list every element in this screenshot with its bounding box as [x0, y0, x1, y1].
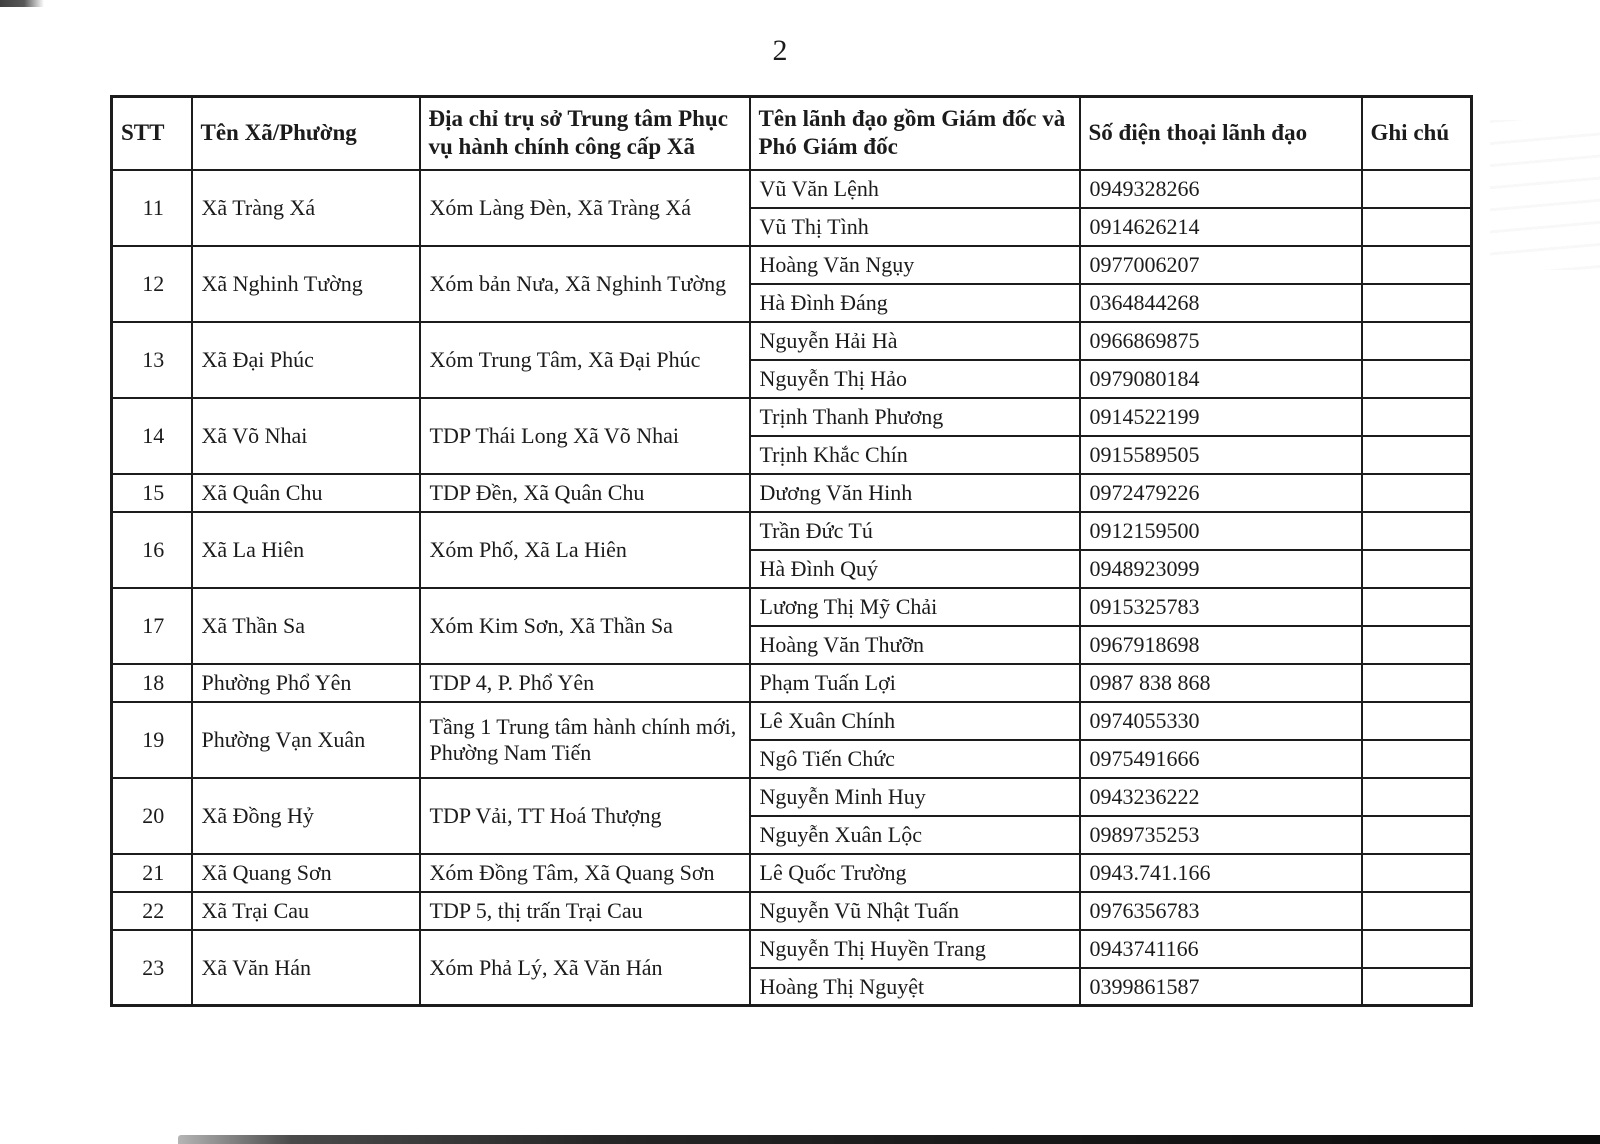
- table-body: [112, 170, 1472, 1006]
- note-cell: [1362, 512, 1472, 550]
- stt-cell: 22: [112, 892, 192, 930]
- note-cell: [1362, 550, 1472, 588]
- stt-cell: 11: [112, 170, 192, 246]
- table-row: [112, 512, 1472, 550]
- phone-cell: 0976356783: [1080, 892, 1362, 930]
- note-cell: [1362, 436, 1472, 474]
- leader-name-cell: Nguyễn Thị Huyền Trang: [750, 930, 1080, 968]
- commune-name-cell: Xã Quang Sơn: [192, 854, 420, 892]
- phone-cell: 0915325783: [1080, 588, 1362, 626]
- leader-name-cell: Vũ Văn Lệnh: [750, 170, 1080, 208]
- column-header-col-note: Ghi chú: [1362, 97, 1472, 170]
- stt-cell: 19: [112, 702, 192, 778]
- leader-name-cell: Trịnh Thanh Phương: [750, 398, 1080, 436]
- commune-name-cell: Xã Quân Chu: [192, 474, 420, 512]
- column-header-col-address: Địa chỉ trụ sở Trung tâm Phục vụ hành chính công cấp Xã: [420, 97, 750, 170]
- note-cell: [1362, 284, 1472, 322]
- commune-name-cell: Xã Tràng Xá: [192, 170, 420, 246]
- note-cell: [1362, 854, 1472, 892]
- scan-artifact-top-left: [0, 0, 44, 7]
- leader-name-cell: Phạm Tuấn Lợi: [750, 664, 1080, 702]
- leader-name-cell: Nguyễn Hải Hà: [750, 322, 1080, 360]
- table-header-row: [112, 97, 1472, 170]
- phone-cell: 0915589505: [1080, 436, 1362, 474]
- note-cell: [1362, 626, 1472, 664]
- table-row: [112, 474, 1472, 512]
- stt-cell: 21: [112, 854, 192, 892]
- phone-cell: 0979080184: [1080, 360, 1362, 398]
- phone-cell: 0943.741.166: [1080, 854, 1362, 892]
- column-header-col-leader-name: Tên lãnh đạo gồm Giám đốc và Phó Giám đốc: [750, 97, 1080, 170]
- note-cell: [1362, 740, 1472, 778]
- address-cell: Tầng 1 Trung tâm hành chính mới, Phường Nam Tiến: [420, 702, 750, 778]
- address-cell: Xóm Trung Tâm, Xã Đại Phúc: [420, 322, 750, 398]
- commune-directory-table: [110, 95, 1473, 1007]
- phone-cell: 0972479226: [1080, 474, 1362, 512]
- address-cell: TDP 5, thị trấn Trại Cau: [420, 892, 750, 930]
- table-row: [112, 170, 1472, 208]
- note-cell: [1362, 474, 1472, 512]
- commune-name-cell: Phường Phổ Yên: [192, 664, 420, 702]
- stt-cell: 13: [112, 322, 192, 398]
- phone-cell: 0948923099: [1080, 550, 1362, 588]
- scan-artifact-right: [1490, 120, 1600, 270]
- table-row: [112, 246, 1472, 284]
- address-cell: Xóm Làng Đèn, Xã Tràng Xá: [420, 170, 750, 246]
- address-cell: TDP 4, P. Phổ Yên: [420, 664, 750, 702]
- leader-name-cell: Nguyễn Minh Huy: [750, 778, 1080, 816]
- scan-artifact-bottom-edge: [178, 1135, 1600, 1144]
- leader-name-cell: Hà Đình Đáng: [750, 284, 1080, 322]
- address-cell: TDP Vải, TT Hoá Thượng: [420, 778, 750, 854]
- address-cell: Xóm bản Nưa, Xã Nghinh Tường: [420, 246, 750, 322]
- page-number: 2: [772, 34, 788, 67]
- phone-cell: 0989735253: [1080, 816, 1362, 854]
- commune-name-cell: Xã Đại Phúc: [192, 322, 420, 398]
- leader-name-cell: Nguyễn Vũ Nhật Tuấn: [750, 892, 1080, 930]
- stt-cell: 17: [112, 588, 192, 664]
- address-cell: Xóm Đồng Tâm, Xã Quang Sơn: [420, 854, 750, 892]
- leader-name-cell: Vũ Thị Tình: [750, 208, 1080, 246]
- address-cell: TDP Thái Long Xã Võ Nhai: [420, 398, 750, 474]
- leader-name-cell: Nguyễn Thị Hảo: [750, 360, 1080, 398]
- phone-cell: 0977006207: [1080, 246, 1362, 284]
- leader-name-cell: Lê Quốc Trường: [750, 854, 1080, 892]
- note-cell: [1362, 208, 1472, 246]
- stt-cell: 16: [112, 512, 192, 588]
- note-cell: [1362, 816, 1472, 854]
- column-header-col-commune-name: Tên Xã/Phường: [192, 97, 420, 170]
- table-row: [112, 398, 1472, 436]
- table-row: [112, 702, 1472, 740]
- leader-name-cell: Hà Đình Quý: [750, 550, 1080, 588]
- leader-name-cell: Lê Xuân Chính: [750, 702, 1080, 740]
- leader-name-cell: Trần Đức Tú: [750, 512, 1080, 550]
- note-cell: [1362, 360, 1472, 398]
- leader-name-cell: Nguyễn Xuân Lộc: [750, 816, 1080, 854]
- address-cell: Xóm Phả Lý, Xã Văn Hán: [420, 930, 750, 1006]
- commune-name-cell: Xã Thần Sa: [192, 588, 420, 664]
- stt-cell: 18: [112, 664, 192, 702]
- stt-cell: 14: [112, 398, 192, 474]
- column-header-col-stt: STT: [112, 97, 192, 170]
- note-cell: [1362, 322, 1472, 360]
- commune-name-cell: Phường Vạn Xuân: [192, 702, 420, 778]
- address-cell: TDP Đền, Xã Quân Chu: [420, 474, 750, 512]
- note-cell: [1362, 930, 1472, 968]
- header-row: [112, 97, 1472, 170]
- commune-name-cell: Xã Văn Hán: [192, 930, 420, 1006]
- stt-cell: 15: [112, 474, 192, 512]
- leader-name-cell: Ngô Tiến Chức: [750, 740, 1080, 778]
- leader-name-cell: Lương Thị Mỹ Chải: [750, 588, 1080, 626]
- stt-cell: 20: [112, 778, 192, 854]
- table-row: [112, 588, 1472, 626]
- table-row: [112, 778, 1472, 816]
- leader-name-cell: Dương Văn Hinh: [750, 474, 1080, 512]
- phone-cell: 0975491666: [1080, 740, 1362, 778]
- table-row: [112, 854, 1472, 892]
- phone-cell: 0987 838 868: [1080, 664, 1362, 702]
- column-header-col-phone: Số điện thoại lãnh đạo: [1080, 97, 1362, 170]
- phone-cell: 0943236222: [1080, 778, 1362, 816]
- phone-cell: 0912159500: [1080, 512, 1362, 550]
- leader-name-cell: Hoàng Văn Ngụy: [750, 246, 1080, 284]
- address-cell: Xóm Kim Sơn, Xã Thần Sa: [420, 588, 750, 664]
- commune-name-cell: Xã Võ Nhai: [192, 398, 420, 474]
- phone-cell: 0967918698: [1080, 626, 1362, 664]
- phone-cell: 0914522199: [1080, 398, 1362, 436]
- note-cell: [1362, 588, 1472, 626]
- note-cell: [1362, 664, 1472, 702]
- leader-name-cell: Hoàng Văn Thưỡn: [750, 626, 1080, 664]
- phone-cell: 0974055330: [1080, 702, 1362, 740]
- commune-name-cell: Xã Nghinh Tường: [192, 246, 420, 322]
- note-cell: [1362, 778, 1472, 816]
- stt-cell: 23: [112, 930, 192, 1006]
- commune-name-cell: Xã Đồng Hỷ: [192, 778, 420, 854]
- commune-name-cell: Xã Trại Cau: [192, 892, 420, 930]
- table-row: [112, 892, 1472, 930]
- note-cell: [1362, 246, 1472, 284]
- table-row: [112, 322, 1472, 360]
- table-row: [112, 930, 1472, 968]
- table-row: [112, 664, 1472, 702]
- phone-cell: 0966869875: [1080, 322, 1362, 360]
- phone-cell: 0364844268: [1080, 284, 1362, 322]
- commune-name-cell: Xã La Hiên: [192, 512, 420, 588]
- leader-name-cell: Trịnh Khắc Chín: [750, 436, 1080, 474]
- leader-name-cell: Hoàng Thị Nguyệt: [750, 968, 1080, 1006]
- phone-cell: 0949328266: [1080, 170, 1362, 208]
- note-cell: [1362, 892, 1472, 930]
- phone-cell: 0914626214: [1080, 208, 1362, 246]
- phone-cell: 0943741166: [1080, 930, 1362, 968]
- note-cell: [1362, 170, 1472, 208]
- phone-cell: 0399861587: [1080, 968, 1362, 1006]
- note-cell: [1362, 702, 1472, 740]
- note-cell: [1362, 968, 1472, 1006]
- address-cell: Xóm Phố, Xã La Hiên: [420, 512, 750, 588]
- stt-cell: 12: [112, 246, 192, 322]
- note-cell: [1362, 398, 1472, 436]
